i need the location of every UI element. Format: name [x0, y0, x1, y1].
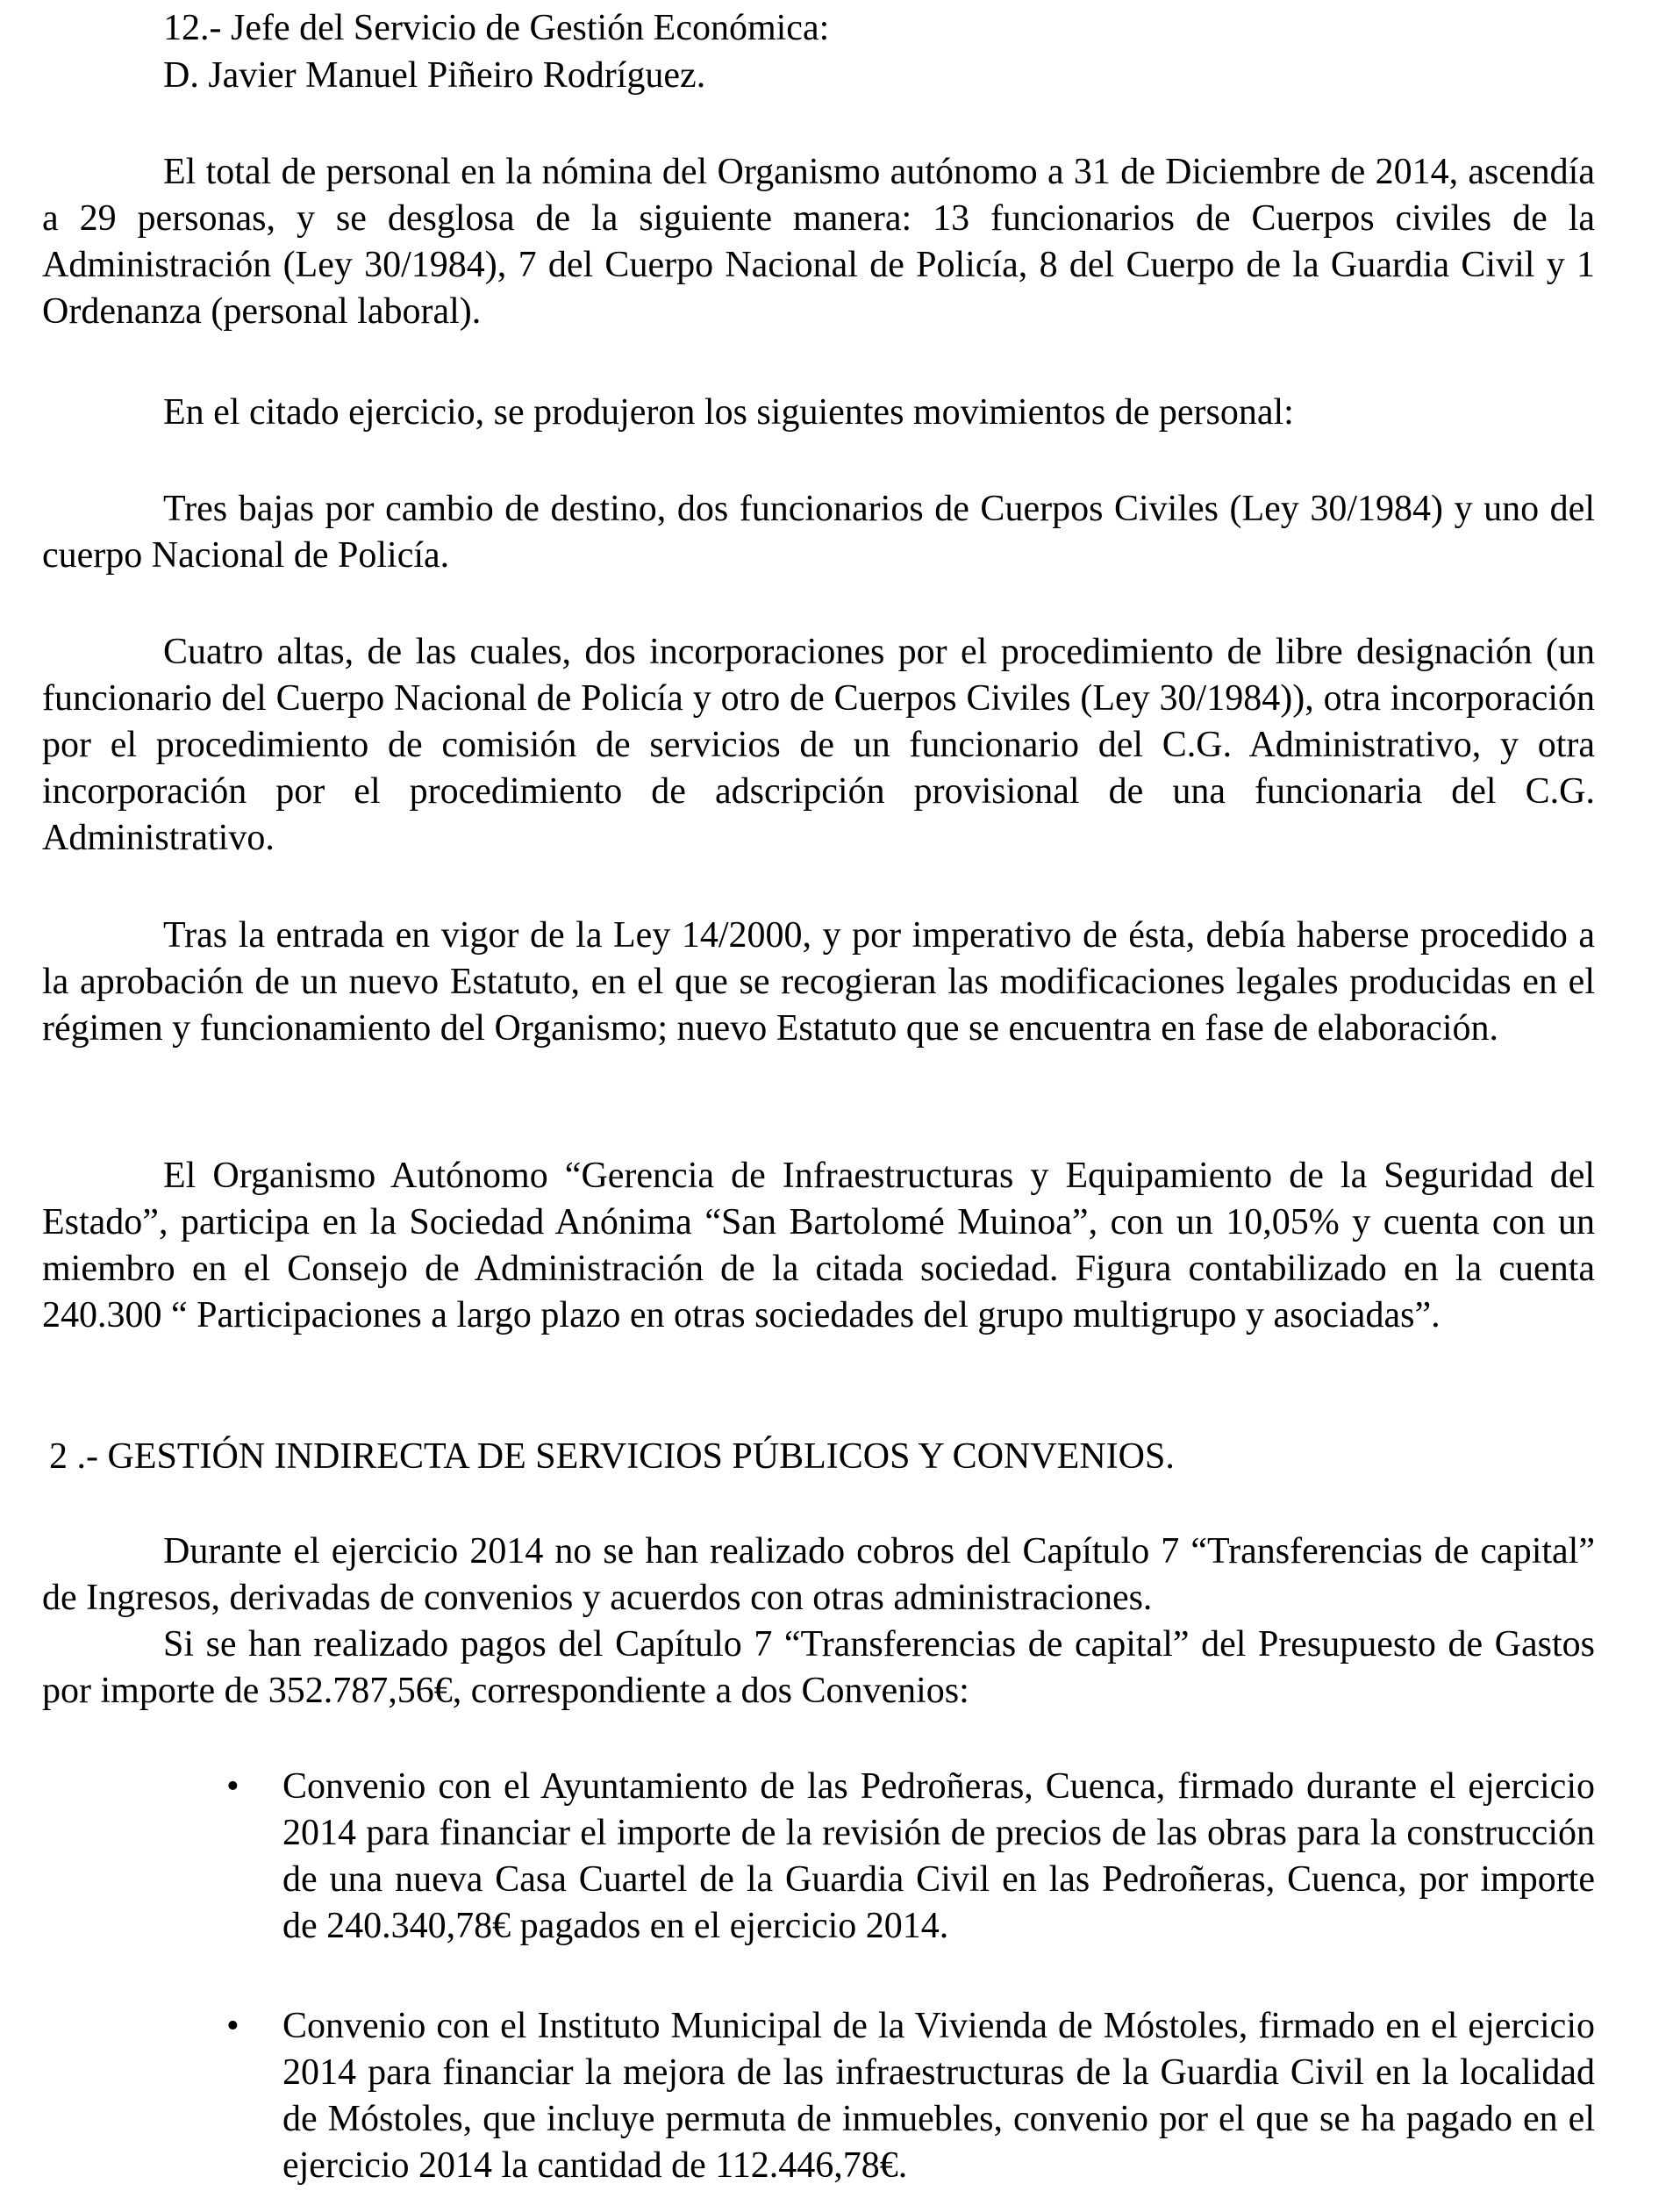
- paragraph-departures: Tres bajas por cambio de destino, dos funcionarios de Cuerpos Civiles (Ley 30/1984) y uno del cuerpo Nacional de Policía.: [42, 489, 1595, 576]
- bullet-item-mostoles: Convenio con el Instituto Municipal de la Vivienda de Móstoles, firmado en el ejercicio 2014 para financiar la mejora de las infraestructuras de la Guardia Civil en la localidad de Móstoles, que incluye permuta de inmuebles, convenio por el que se ha pagado en el ejercicio 2014 la cantidad de 112.446,78€.: [282, 2006, 1595, 2186]
- paragraph-staff-movements-intro: En el citado ejercicio, se produjeron los siguientes movimientos de personal:: [163, 392, 1294, 433]
- bullet-icon: •: [226, 2006, 239, 2046]
- header-name-line: D. Javier Manuel Piñeiro Rodríguez.: [163, 55, 706, 96]
- header-title-line: 12.- Jefe del Servicio de Gestión Económica:: [163, 8, 830, 48]
- paragraph-statute: Tras la entrada en vigor de la Ley 14/2000, y por imperativo de ésta, debía haberse procedido a la aprobación de un nuevo Estatuto, en el que se recogieran las modificaciones legales producidas en el régimen y funcionamiento del Organismo; nuevo Estatuto que se encuentra en fase de elaboración.: [42, 915, 1595, 1049]
- paragraph-arrivals: Cuatro altas, de las cuales, dos incorporaciones por el procedimiento de libre designación (un funcionario del Cuerpo Nacional de Policía y otro de Cuerpos Civiles (Ley 30/1984)), otra incorporación por el procedimiento de comisión de servicios de un funcionario del C.G. Administrativo, y otra incorporación por el procedimiento de adscripción provisional de una funcionaria del C.G. Administrativo.: [42, 632, 1595, 858]
- paragraph-no-revenue: Durante el ejercicio 2014 no se han realizado cobros del Capítulo 7 “Transferencias de capital” de Ingresos, derivadas de convenios y acuerdos con otras administraciones.: [42, 1531, 1595, 1618]
- paragraph-payments: Si se han realizado pagos del Capítulo 7 “Transferencias de capital” del Presupuesto de Gastos por importe de 352.787,56€, correspondiente a dos Convenios:: [42, 1624, 1595, 1711]
- section-heading: 2 .- GESTIÓN INDIRECTA DE SERVICIOS PÚBLICOS Y CONVENIOS.: [49, 1436, 1175, 1477]
- paragraph-staff-total: El total de personal en la nómina del Organismo autónomo a 31 de Diciembre de 2014, ascendía a 29 personas, y se desglosa de la siguiente manera: 13 funcionarios de Cuerpos civiles de la Administración (Ley 30/1984), 7 del Cuerpo Nacional de Policía, 8 del Cuerpo de la Guardia Civil y 1 Ordenanza (personal laboral).: [42, 152, 1595, 332]
- bullet-icon: •: [226, 1766, 239, 1807]
- bullet-item-pedroneras: Convenio con el Ayuntamiento de las Pedroñeras, Cuenca, firmado durante el ejercicio 2014 para financiar el importe de la revisión de precios de las obras para la construcción de una nueva Casa Cuartel de la Guardia Civil en las Pedroñeras, Cuenca, por importe de 240.340,78€ pagados en el ejercicio 2014.: [282, 1766, 1595, 1946]
- paragraph-shareholding: El Organismo Autónomo “Gerencia de Infraestructuras y Equipamiento de la Seguridad del Estado”, participa en la Sociedad Anónima “San Bartolomé Muinoa”, con un 10,05% y cuenta con un miembro en el Consejo de Administración de la citada sociedad. Figura contabilizado en la cuenta 240.300 “ Participaciones a largo plazo en otras sociedades del grupo multigrupo y asociadas”.: [42, 1156, 1595, 1335]
